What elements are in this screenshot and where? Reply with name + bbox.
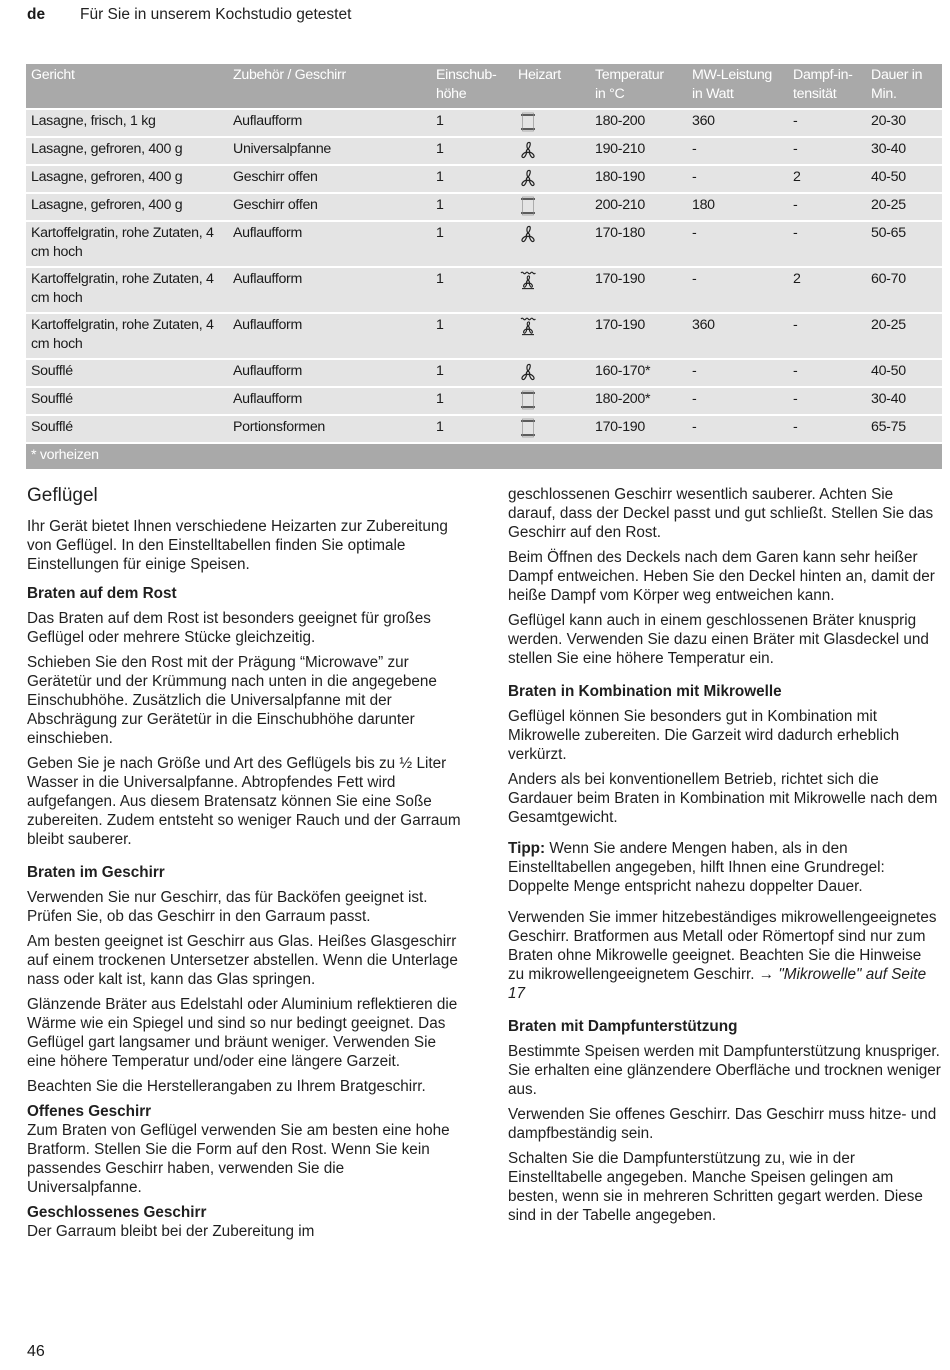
paragraph: Verwenden Sie offenes Geschirr. Das Geschirr muss hitze- und dampfbeständig sein. xyxy=(508,1106,937,1142)
heat-cell xyxy=(513,193,590,221)
table-row xyxy=(26,165,942,193)
heat-cell xyxy=(513,267,590,313)
section-heading: Geflügel xyxy=(27,485,98,506)
steam-cell: 2 xyxy=(788,165,866,193)
steam-cell: - xyxy=(788,359,866,387)
heat-cell xyxy=(513,415,590,443)
paragraph: Beim Öffnen des Deckels nach dem Garen kann sehr heißer Dampf entweichen. Heben Sie den Deckel hinten an, damit der heiße Dampf vom Körper weg entweichen kann. xyxy=(508,549,935,604)
heat-cell xyxy=(513,137,590,165)
duration-cell: 30-40 xyxy=(866,387,942,415)
temperature-cell: 200-210 xyxy=(590,193,687,221)
table-header-row xyxy=(26,64,942,109)
page-number: 46 xyxy=(27,1343,45,1360)
duration-cell: 20-25 xyxy=(866,313,942,359)
microwave-cell: - xyxy=(687,137,788,165)
dish-cell: Lasagne, frisch, 1 kg xyxy=(26,109,228,137)
accessory-cell: Auflaufform xyxy=(228,313,431,359)
accessory-cell: Auflaufform xyxy=(228,221,431,267)
settings-table xyxy=(26,64,942,469)
level-cell: 1 xyxy=(431,359,513,387)
hot-air-icon xyxy=(518,140,538,160)
duration-cell: 20-30 xyxy=(866,109,942,137)
header-title: Für Sie in unserem Kochstudio getestet xyxy=(80,6,352,23)
tip-label: Tipp: xyxy=(508,840,546,857)
column-header: Zubehör / Geschirr xyxy=(228,64,431,109)
table-row xyxy=(26,387,942,415)
level-cell: 1 xyxy=(431,193,513,221)
accessory-cell: Geschirr offen xyxy=(228,165,431,193)
duration-cell: 60-70 xyxy=(866,267,942,313)
dish-cell: Lasagne, gefroren, 400 g xyxy=(26,165,228,193)
page-header xyxy=(27,6,351,24)
accessory-cell: Auflaufform xyxy=(228,359,431,387)
paragraph xyxy=(508,908,941,1003)
column-header: MW-Leistung in Watt xyxy=(687,64,788,109)
mikrowelle-heading: Braten in Kombination mit Mikrowelle xyxy=(508,683,782,700)
dish-cell: Soufflé xyxy=(26,387,228,415)
heat-cell xyxy=(513,221,590,267)
hot-air-icon xyxy=(518,168,538,188)
paragraph: Schalten Sie die Dampfunterstützung zu, wie in der Einstelltabelle angegeben. Manche Speisen gelingen am besten, wenn sie in mehreren Schritten gegart werden. Diese sind in der Tabelle angegeben. xyxy=(508,1150,923,1224)
microwave-cell: - xyxy=(687,267,788,313)
dampf-heading: Braten mit Dampfunterstützung xyxy=(508,1018,738,1035)
level-cell: 1 xyxy=(431,109,513,137)
dish-cell: Kartoffelgratin, rohe Zutaten, 4 cm hoch xyxy=(26,221,228,267)
temperature-cell: 170-190 xyxy=(590,313,687,359)
duration-cell: 30-40 xyxy=(866,137,942,165)
top-bottom-heat-icon xyxy=(518,418,538,438)
paragraph: Anders als bei konventionellem Betrieb, richtet sich die Gardauer beim Braten in Kombination mit Mikrowelle nach dem Gesamtgewicht. xyxy=(508,771,938,826)
paragraph: Verwenden Sie nur Geschirr, das für Backöfen geeignet ist. Prüfen Sie, ob das Geschirr in den Garraum passt. xyxy=(27,889,428,925)
top-bottom-heat-icon xyxy=(518,112,538,132)
temperature-cell: 180-200 xyxy=(590,109,687,137)
hot-air-grill-icon xyxy=(518,270,538,290)
paragraph: Beachten Sie die Herstellerangaben zu Ihrem Bratgeschirr. xyxy=(27,1078,426,1095)
left-column xyxy=(27,485,462,1247)
dish-cell: Soufflé xyxy=(26,415,228,443)
temperature-cell: 170-180 xyxy=(590,221,687,267)
level-cell: 1 xyxy=(431,415,513,443)
column-header: Heizart xyxy=(513,64,590,109)
heat-cell xyxy=(513,165,590,193)
table-row xyxy=(26,193,942,221)
microwave-cell: - xyxy=(687,165,788,193)
geschlossen-heading: Geschlossenes Geschirr xyxy=(27,1204,207,1221)
steam-cell: - xyxy=(788,415,866,443)
table-row xyxy=(26,137,942,165)
paragraph: Geflügel kann auch in einem geschlossenen Bräter knusprig werden. Verwenden Sie dazu einen Bräter mit Glasdeckel und stellen Sie eine höhere Temperatur ein. xyxy=(508,612,929,667)
column-header: Dampf-in- tensität xyxy=(788,64,866,109)
top-bottom-heat-icon xyxy=(518,390,538,410)
paragraph: Geflügel können Sie besonders gut in Kombination mit Mikrowelle zubereiten. Die Garzeit wird dadurch erheblich verkürzt. xyxy=(508,708,900,763)
temperature-cell: 190-210 xyxy=(590,137,687,165)
table-footnote-row xyxy=(26,443,942,469)
right-column xyxy=(508,485,941,1231)
rost-heading: Braten auf dem Rost xyxy=(27,585,177,602)
accessory-cell: Portionsformen xyxy=(228,415,431,443)
duration-cell: 40-50 xyxy=(866,165,942,193)
duration-cell: 20-25 xyxy=(866,193,942,221)
top-bottom-heat-icon xyxy=(518,196,538,216)
steam-cell: - xyxy=(788,313,866,359)
microwave-cell: - xyxy=(687,359,788,387)
table-footnote: * vorheizen xyxy=(26,443,942,469)
level-cell: 1 xyxy=(431,387,513,415)
column-header: Temperatur in °C xyxy=(590,64,687,109)
geschirr-heading: Braten im Geschirr xyxy=(27,864,165,881)
steam-cell: - xyxy=(788,221,866,267)
hot-air-icon xyxy=(518,224,538,244)
hot-air-grill-icon xyxy=(518,316,538,336)
microwave-cell: 360 xyxy=(687,109,788,137)
duration-cell: 40-50 xyxy=(866,359,942,387)
table-row xyxy=(26,221,942,267)
temperature-cell: 160-170* xyxy=(590,359,687,387)
paragraph: Am besten geeignet ist Geschirr aus Glas. Heißes Glasgeschirr auf einem trockenen Untersetzer abstellen. Wenn die Unterlage nass oder kalt ist, kann das Glas springen. xyxy=(27,933,458,988)
steam-cell: 2 xyxy=(788,267,866,313)
paragraph: Zum Braten von Geflügel verwenden Sie am besten eine hohe Bratform. Stellen Sie die Form auf den Rost. Wenn Sie kein passendes Geschirr haben, verwenden Sie die Universalpfanne. xyxy=(27,1122,450,1196)
level-cell: 1 xyxy=(431,267,513,313)
accessory-cell: Universalpfanne xyxy=(228,137,431,165)
temperature-cell: 170-190 xyxy=(590,415,687,443)
temperature-cell: 180-190 xyxy=(590,165,687,193)
heat-cell xyxy=(513,387,590,415)
table-row xyxy=(26,267,942,313)
offen-heading: Offenes Geschirr xyxy=(27,1103,152,1120)
paragraph: Der Garraum bleibt bei der Zubereitung im xyxy=(27,1223,315,1240)
microwave-cell: 180 xyxy=(687,193,788,221)
column-header: Dauer in Min. xyxy=(866,64,942,109)
heat-cell xyxy=(513,313,590,359)
dish-cell: Lasagne, gefroren, 400 g xyxy=(26,137,228,165)
temperature-cell: 170-190 xyxy=(590,267,687,313)
steam-cell: - xyxy=(788,193,866,221)
table-row xyxy=(26,109,942,137)
page-reference-link[interactable]: → "Mikrowelle" auf Seite 17 xyxy=(508,966,927,1002)
dish-cell: Kartoffelgratin, rohe Zutaten, 4 cm hoch xyxy=(26,267,228,313)
accessory-cell: Auflaufform xyxy=(228,109,431,137)
paragraph: Glänzende Bräter aus Edelstahl oder Aluminium reflektieren die Wärme wie ein Spiegel und sind so nur bedingt geeignet. Das Geflügel gart langsamer und bräunt weniger. Verwenden Sie eine höhere Temperatur und/oder eine längere Garzeit. xyxy=(27,996,458,1070)
table-row xyxy=(26,313,942,359)
paragraph: Das Braten auf dem Rost ist besonders geeignet für großes Geflügel oder mehrere Stücke gleichzeitig. xyxy=(27,610,431,646)
duration-cell: 50-65 xyxy=(866,221,942,267)
tip-paragraph xyxy=(508,839,941,896)
temperature-cell: 180-200* xyxy=(590,387,687,415)
table-row xyxy=(26,359,942,387)
level-cell: 1 xyxy=(431,137,513,165)
microwave-cell: 360 xyxy=(687,313,788,359)
microwave-cell: - xyxy=(687,221,788,267)
level-cell: 1 xyxy=(431,313,513,359)
dish-cell: Soufflé xyxy=(26,359,228,387)
dish-cell: Kartoffelgratin, rohe Zutaten, 4 cm hoch xyxy=(26,313,228,359)
hot-air-icon xyxy=(518,362,538,382)
column-header: Einschub- höhe xyxy=(431,64,513,109)
heat-cell xyxy=(513,359,590,387)
level-cell: 1 xyxy=(431,221,513,267)
heat-cell xyxy=(513,109,590,137)
tip-text: Wenn Sie andere Mengen haben, als in den Einstelltabellen angegeben, hilft Ihnen eine Grundregel: Doppelte Menge entspricht nahezu doppelter Dauer. xyxy=(508,840,885,895)
steam-cell: - xyxy=(788,137,866,165)
paragraph: Bestimmte Speisen werden mit Dampfunterstützung knuspriger. Sie erhalten eine glänzendere Oberfläche und trocknen weniger aus. xyxy=(508,1043,941,1098)
paragraph: geschlossenen Geschirr wesentlich sauberer. Achten Sie darauf, dass der Deckel passt und gut schließt. Stellen Sie das Geschirr auf den Rost. xyxy=(508,486,934,541)
steam-cell: - xyxy=(788,387,866,415)
paragraph: Geben Sie je nach Größe und Art des Geflügels bis zu ½ Liter Wasser in die Universalpfanne. Abtropfendes Fett wird aufgefangen. Aus diesem Bratensatz können Sie eine Soße zubereiten. Zudem entsteht so weniger Rauch und der Garraum bleibt sauberer. xyxy=(27,755,461,848)
level-cell: 1 xyxy=(431,165,513,193)
intro-paragraph: Ihr Gerät bietet Ihnen verschiedene Heizarten zur Zubereitung von Geflügel. In den Einstelltabellen finden Sie optimale Einstellungen für einige Speisen. xyxy=(27,518,448,573)
paragraph-text: Verwenden Sie immer hitzebeständiges mikrowellengeeignetes Geschirr. Bratformen aus Metall oder Römertopf sind nur zum Braten ohne Mikrowelle geeignet. Beachten Sie die Hinweise zu mikrowellengeeignetem Geschirr. xyxy=(508,909,937,983)
steam-cell: - xyxy=(788,109,866,137)
microwave-cell: - xyxy=(687,415,788,443)
accessory-cell: Geschirr offen xyxy=(228,193,431,221)
accessory-cell: Auflaufform xyxy=(228,387,431,415)
accessory-cell: Auflaufform xyxy=(228,267,431,313)
language-tag: de xyxy=(27,6,46,23)
duration-cell: 65-75 xyxy=(866,415,942,443)
paragraph: Schieben Sie den Rost mit der Prägung “Microwave” zur Gerätetür und der Krümmung nach unten in die angegebene Einschubhöhe. Zusätzlich die Universalpfanne mit der Abschrägung zur Gerätetür in die Einschubhöhe darunter einschieben. xyxy=(27,654,437,747)
column-header: Gericht xyxy=(26,64,228,109)
microwave-cell: - xyxy=(687,387,788,415)
table-row xyxy=(26,415,942,443)
dish-cell: Lasagne, gefroren, 400 g xyxy=(26,193,228,221)
